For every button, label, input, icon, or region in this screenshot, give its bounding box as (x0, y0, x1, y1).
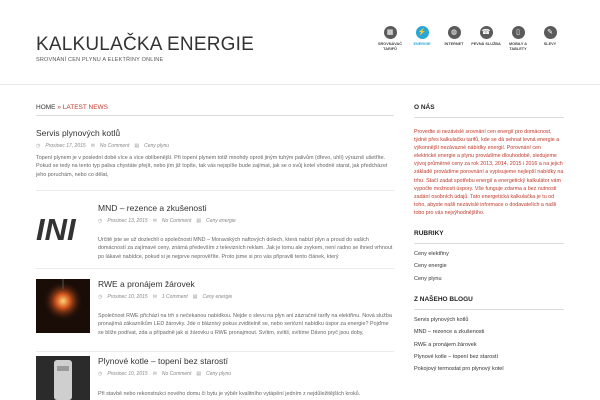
nav-label: ENERGIE (413, 42, 431, 46)
post-category[interactable]: Ceny energie (202, 294, 233, 300)
breadcrumb-current: LATEST NEWS (62, 104, 109, 111)
recent-post-link[interactable]: Servis plynových kotlů (414, 316, 469, 323)
nav-item-pevna-sluzba[interactable] (470, 26, 502, 51)
post-divider (36, 190, 394, 191)
post-date: Prosinec 13, 2015 (107, 218, 148, 224)
post-excerpt: Topení plynem je v poslední době více a více oblíbenější. Při topení plynem totiž mnohdy oproti jiným tuhým palivům (dřevo, uhlí) výrazně ušetříte. Pokud se tedy na tento typ paliva chystáte přejít, nebo jím již topíte, tak vás nejspíše bude zajímat, jak se o svůj kotel vhodně starat, jak předcházet jeho poruchám, nebo co dělat, (36, 155, 388, 178)
post-title[interactable]: MND – rezence a zkušenosti (98, 203, 207, 213)
comment-icon: ✉ (90, 143, 95, 149)
comment-icon: ✉ (152, 294, 157, 300)
post-comments[interactable]: 1 Comment (161, 294, 188, 300)
post-comments[interactable]: No Comment (99, 143, 130, 149)
boiler-icon (36, 356, 90, 400)
sidebar-divider (414, 243, 564, 244)
sidebar (414, 104, 564, 378)
sidebar-about-text: Provedte si nezávislé srovnání cen energií pro domácnost, týdně přes kalkulačku tarifů, kde se dá sehnat levná energie a výkonnější nezávazné nábídky energií. Porovnání cen elektrické energie a plynu provádíme dlouhodobě, sledujeme vývoj průměrné ceny za rok 2013, 2014, 2015 i 2016 a na jejich základě provádíme porovnání a vypisujeme nejlepší nabídky na trhu. Stačí zadat spotřebu energií a energetický kalkulátor vám vypočte možnosti úspory. Vše funguje zdarma a bez nutnosti zadání osobních údajů. Tato energetická kalkulačka je tu od toho, abyste našli nezávislé informace o dodavatelích a našli tobo pro vás nejvýhodnějšího. (414, 129, 564, 216)
post-date: Prosinec 10, 2015 (107, 294, 148, 300)
nav-label: SLEVY (543, 42, 557, 46)
post-date: Prosinec 10, 2015 (107, 371, 148, 377)
nav-item-srovnavac[interactable] (374, 26, 406, 51)
calendar-icon: ◷ (98, 294, 103, 300)
site-title[interactable]: KALKULAČKA ENERGIE (36, 34, 254, 55)
post-category[interactable]: Ceny plynu (206, 371, 232, 377)
category-link[interactable]: Ceny elektřiny (414, 251, 449, 258)
recent-posts-list (414, 317, 564, 378)
ini-logo-text: INI (36, 212, 76, 247)
post-thumbnail-bulb[interactable] (36, 279, 90, 333)
globe-icon: ◍ (448, 26, 461, 39)
nav-label: INTERNET (444, 42, 464, 46)
calculator-icon: ▦ (384, 26, 397, 39)
folder-icon: ▤ (192, 294, 198, 300)
energy-icon: ⚡ (416, 26, 429, 39)
post-servis-kotlu (36, 128, 394, 179)
category-link[interactable]: Ceny plynu (414, 275, 442, 282)
category-link[interactable]: Ceny energie (414, 263, 447, 270)
nav-item-energie[interactable] (406, 26, 438, 51)
post-category[interactable]: Ceny energie (206, 218, 236, 224)
breadcrumb-separator: » (57, 104, 61, 111)
folder-icon: ▤ (196, 371, 202, 377)
sidebar-divider (414, 309, 564, 310)
nav-label: MOBILY A TABLETY (508, 42, 527, 51)
post-title[interactable]: RWE a pronájem žárovek (98, 279, 195, 289)
post-title[interactable]: Servis plynových kotlů (36, 128, 121, 138)
mobile-icon: ▯ (512, 26, 525, 39)
site-description: SROVNÁNÍ CEN PLYNU A ELEKTŘINY ONLINE (36, 57, 164, 63)
breadcrumb-divider (36, 115, 394, 116)
breadcrumb-home[interactable]: HOME (36, 104, 56, 111)
sidebar-heading-rubriky: RUBRIKY (414, 230, 444, 238)
nav-item-internet[interactable] (438, 26, 470, 51)
post-date: Prosinec 17, 2015 (45, 143, 86, 149)
post-divider (36, 268, 394, 269)
post-excerpt: Určitě jste se už dozlechli o společnosti MND – Moravských naftových dolech, která nabízí plyn a proud do vašich domácností za zajímavé ceny, známá především z televizních reklam. Jak je tomu ale zvykem, není radno se ihned vrhnout po lákavé nabídce, pokud si je nejprve neprověříte. Proto jsme si pro vás připravili tento článek, který (98, 237, 393, 260)
post-thumbnail-mnd[interactable] (36, 204, 90, 258)
post-meta (98, 294, 394, 300)
top-nav (374, 26, 566, 51)
nav-item-slevy[interactable] (534, 26, 566, 51)
post-meta (98, 218, 394, 224)
post-divider (36, 351, 394, 352)
breadcrumb (36, 104, 108, 111)
comment-icon: ✉ (152, 218, 157, 224)
folder-icon: ▤ (134, 143, 140, 149)
sidebar-heading-about: O NÁS (414, 104, 435, 111)
calendar-icon: ◷ (98, 371, 103, 377)
recent-post-link[interactable]: RWE a pronájem žárovek (414, 341, 477, 348)
post-comments[interactable]: No Comment (161, 218, 192, 224)
nav-label: SROVNÁVAČ TARIFŮ (378, 42, 402, 51)
comment-icon: ✉ (152, 371, 157, 377)
phone-icon: ☎ (480, 26, 493, 39)
post-excerpt: Při stavbě nebo rekonstrukci nového domu či bytu je výběr kvalitního vytápění jedním z nejdůležitějších kroků. (98, 391, 361, 397)
post-meta (36, 143, 394, 149)
header-divider (0, 84, 600, 85)
sidebar-heading-blog: Z NAŠEHO BLOGU (414, 295, 473, 303)
post-excerpt: Společnost RWE přichází na trh s nečekanou nabídkou. Nejde o slevu na plyn ani zázračné tarify na elektřinu. Nová služba pronajímá zákazníkům LED žárovky. Jde o bláznivý pokus zviditelnit se, nebo seriózní nabídku úspor za energie? Pojďme se blíže podívat, zda a případně jak si žárovku u RWE pronajmout. Svítim, svítili, svítíme Dávno pryč jsou doby, (98, 313, 392, 336)
post-thumbnail-boiler[interactable] (36, 356, 90, 400)
post-rwe (98, 279, 394, 300)
post-comments[interactable]: No Comment (161, 371, 192, 377)
recent-post-link[interactable]: MND – rezence a zkušenosti (414, 329, 485, 336)
recent-post-link[interactable]: Pokojový termostat pro plynový kotel (414, 366, 504, 373)
post-category[interactable]: Ceny plynu (144, 143, 170, 149)
nav-label: PEVNÁ SLUŽBA (471, 42, 501, 46)
lightbulb-icon (36, 279, 90, 333)
recent-post-link[interactable]: Plynové kotle – topení bez starostí (414, 353, 499, 360)
post-plynove-kotle (98, 356, 394, 377)
post-mnd (98, 203, 394, 224)
folder-icon: ▤ (196, 218, 202, 224)
category-list (414, 251, 564, 288)
sidebar-divider (414, 117, 564, 118)
calendar-icon: ◷ (36, 143, 41, 149)
post-title[interactable]: Plynové kotle – topení bez starostí (98, 356, 228, 366)
calendar-icon: ◷ (98, 218, 103, 224)
post-meta (98, 371, 394, 377)
nav-item-mobily[interactable] (502, 26, 534, 51)
tag-icon: ✎ (544, 26, 557, 39)
